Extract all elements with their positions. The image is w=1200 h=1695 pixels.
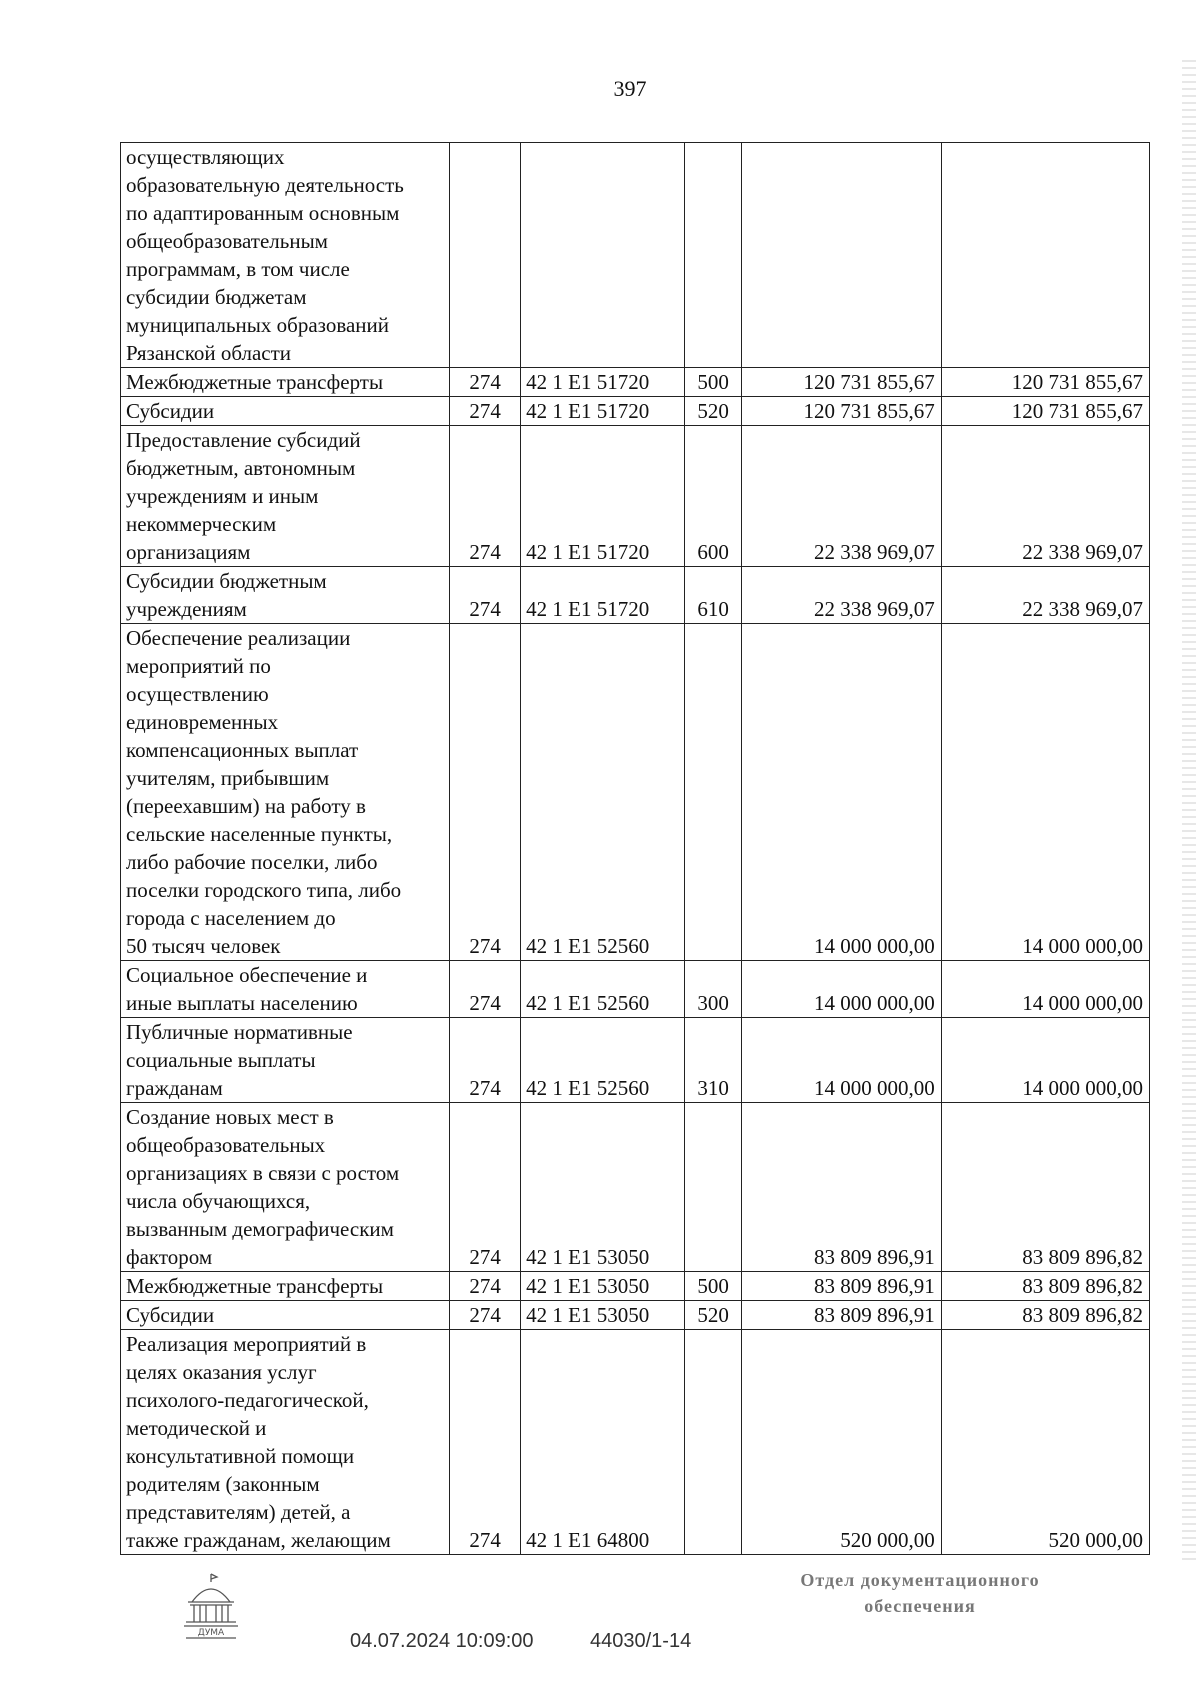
row-amount-1: 83 809 896,91 bbox=[742, 1301, 942, 1330]
row-vr-code bbox=[685, 1103, 742, 1272]
row-vr-code: 500 bbox=[685, 1272, 742, 1301]
row-amount-1: 14 000 000,00 bbox=[742, 624, 942, 961]
row-amount-1 bbox=[742, 143, 942, 368]
row-amount-2: 83 809 896,82 bbox=[941, 1272, 1149, 1301]
row-name: Публичные нормативные социальные выплаты гражданам bbox=[121, 1018, 450, 1103]
row-vr-code: 500 bbox=[685, 368, 742, 397]
row-vr-code bbox=[685, 624, 742, 961]
row-name: Создание новых мест в общеобразовательных организациях в связи с ростом числа обучающихся, вызванным демографическим фактором bbox=[121, 1103, 450, 1272]
budget-table bbox=[120, 142, 1150, 1555]
row-gr-code: 274 bbox=[449, 624, 520, 961]
row-name: осуществляющих образовательную деятельность по адаптированным основным общеобразовательным программам, в том числе субсидии бюджетам муниципальных образований Рязанской области bbox=[121, 143, 450, 368]
row-gr-code: 274 bbox=[449, 1103, 520, 1272]
row-amount-2: 22 338 969,07 bbox=[941, 426, 1149, 567]
row-csr-code: 42 1 Е1 51720 bbox=[521, 397, 685, 426]
row-name: Субсидии bbox=[121, 1301, 450, 1330]
table-row bbox=[121, 143, 1150, 368]
stamp-line-2: обеспечения bbox=[864, 1596, 976, 1616]
row-name: Предоставление субсидий бюджетным, автономным учреждениям и иным некоммерческим организациям bbox=[121, 426, 450, 567]
row-amount-1: 22 338 969,07 bbox=[742, 426, 942, 567]
row-csr-code bbox=[521, 143, 685, 368]
row-csr-code: 42 1 Е1 53050 bbox=[521, 1103, 685, 1272]
row-csr-code: 42 1 Е1 53050 bbox=[521, 1301, 685, 1330]
stamp-line-1: Отдел документационного bbox=[800, 1570, 1040, 1590]
row-amount-1: 120 731 855,67 bbox=[742, 368, 942, 397]
row-gr-code: 274 bbox=[449, 1272, 520, 1301]
table-row bbox=[121, 1018, 1150, 1103]
row-vr-code: 300 bbox=[685, 961, 742, 1018]
footer-doc-number: 44030/1-14 bbox=[590, 1630, 692, 1652]
row-amount-2: 520 000,00 bbox=[941, 1330, 1149, 1555]
row-gr-code: 274 bbox=[449, 1018, 520, 1103]
table-row bbox=[121, 397, 1150, 426]
row-name: Обеспечение реализации мероприятий по осуществлению единовременных компенсационных выплат учителям, прибывшим (переехавшим) на работу в сельские населенные пункты, либо рабочие поселки, либо поселки городского типа, либо города с населением до 50 тысяч человек bbox=[121, 624, 450, 961]
page-number: 397 bbox=[613, 76, 647, 101]
table-row bbox=[121, 624, 1150, 961]
row-amount-2: 120 731 855,67 bbox=[941, 397, 1149, 426]
row-amount-1: 83 809 896,91 bbox=[742, 1103, 942, 1272]
row-amount-2: 14 000 000,00 bbox=[941, 624, 1149, 961]
table-row bbox=[121, 1103, 1150, 1272]
row-amount-2: 83 809 896,82 bbox=[941, 1103, 1149, 1272]
table-row bbox=[121, 1272, 1150, 1301]
row-vr-code: 600 bbox=[685, 426, 742, 567]
row-gr-code: 274 bbox=[449, 397, 520, 426]
row-amount-1: 14 000 000,00 bbox=[742, 961, 942, 1018]
row-gr-code: 274 bbox=[449, 368, 520, 397]
row-name: Межбюджетные трансферты bbox=[121, 1272, 450, 1301]
table-row bbox=[121, 567, 1150, 624]
row-amount-2: 22 338 969,07 bbox=[941, 567, 1149, 624]
row-vr-code: 520 bbox=[685, 1301, 742, 1330]
logo-text: ДУМА bbox=[197, 1628, 225, 1638]
row-csr-code: 42 1 Е1 52560 bbox=[521, 961, 685, 1018]
row-gr-code: 274 bbox=[449, 567, 520, 624]
row-vr-code: 310 bbox=[685, 1018, 742, 1103]
row-amount-2: 14 000 000,00 bbox=[941, 1018, 1149, 1103]
row-csr-code: 42 1 Е1 52560 bbox=[521, 624, 685, 961]
footer-date: 04.07.2024 10:09:00 bbox=[350, 1630, 534, 1652]
department-stamp bbox=[770, 1567, 1070, 1619]
row-name: Субсидии бюджетным учреждениям bbox=[121, 567, 450, 624]
row-amount-1: 22 338 969,07 bbox=[742, 567, 942, 624]
row-amount-2: 83 809 896,82 bbox=[941, 1301, 1149, 1330]
row-name: Межбюджетные трансферты bbox=[121, 368, 450, 397]
row-vr-code bbox=[685, 143, 742, 368]
row-vr-code bbox=[685, 1330, 742, 1555]
row-gr-code: 274 bbox=[449, 961, 520, 1018]
scan-edge-artifact bbox=[1182, 60, 1196, 1560]
row-amount-1: 14 000 000,00 bbox=[742, 1018, 942, 1103]
table-row bbox=[121, 426, 1150, 567]
row-csr-code: 42 1 Е1 53050 bbox=[521, 1272, 685, 1301]
row-amount-2 bbox=[941, 143, 1149, 368]
row-csr-code: 42 1 Е1 64800 bbox=[521, 1330, 685, 1555]
row-csr-code: 42 1 Е1 52560 bbox=[521, 1018, 685, 1103]
row-amount-2: 120 731 855,67 bbox=[941, 368, 1149, 397]
row-csr-code: 42 1 Е1 51720 bbox=[521, 368, 685, 397]
table-row bbox=[121, 368, 1150, 397]
table-row bbox=[121, 961, 1150, 1018]
row-gr-code: 274 bbox=[449, 1301, 520, 1330]
row-amount-2: 14 000 000,00 bbox=[941, 961, 1149, 1018]
row-csr-code: 42 1 Е1 51720 bbox=[521, 426, 685, 567]
row-amount-1: 83 809 896,91 bbox=[742, 1272, 942, 1301]
row-name: Субсидии bbox=[121, 397, 450, 426]
row-name: Социальное обеспечение и иные выплаты населению bbox=[121, 961, 450, 1018]
row-csr-code: 42 1 Е1 51720 bbox=[521, 567, 685, 624]
row-gr-code: 274 bbox=[449, 1330, 520, 1555]
row-amount-1: 120 731 855,67 bbox=[742, 397, 942, 426]
table-row bbox=[121, 1301, 1150, 1330]
row-gr-code: 274 bbox=[449, 426, 520, 567]
row-vr-code: 610 bbox=[685, 567, 742, 624]
row-amount-1: 520 000,00 bbox=[742, 1330, 942, 1555]
row-gr-code bbox=[449, 143, 520, 368]
table-row bbox=[121, 1330, 1150, 1555]
row-vr-code: 520 bbox=[685, 397, 742, 426]
row-name: Реализация мероприятий в целях оказания услуг психолого-педагогической, методической и консультативной помощи родителям (законным представителям) детей, а также гражданам, желающим bbox=[121, 1330, 450, 1555]
duma-logo bbox=[180, 1572, 242, 1640]
